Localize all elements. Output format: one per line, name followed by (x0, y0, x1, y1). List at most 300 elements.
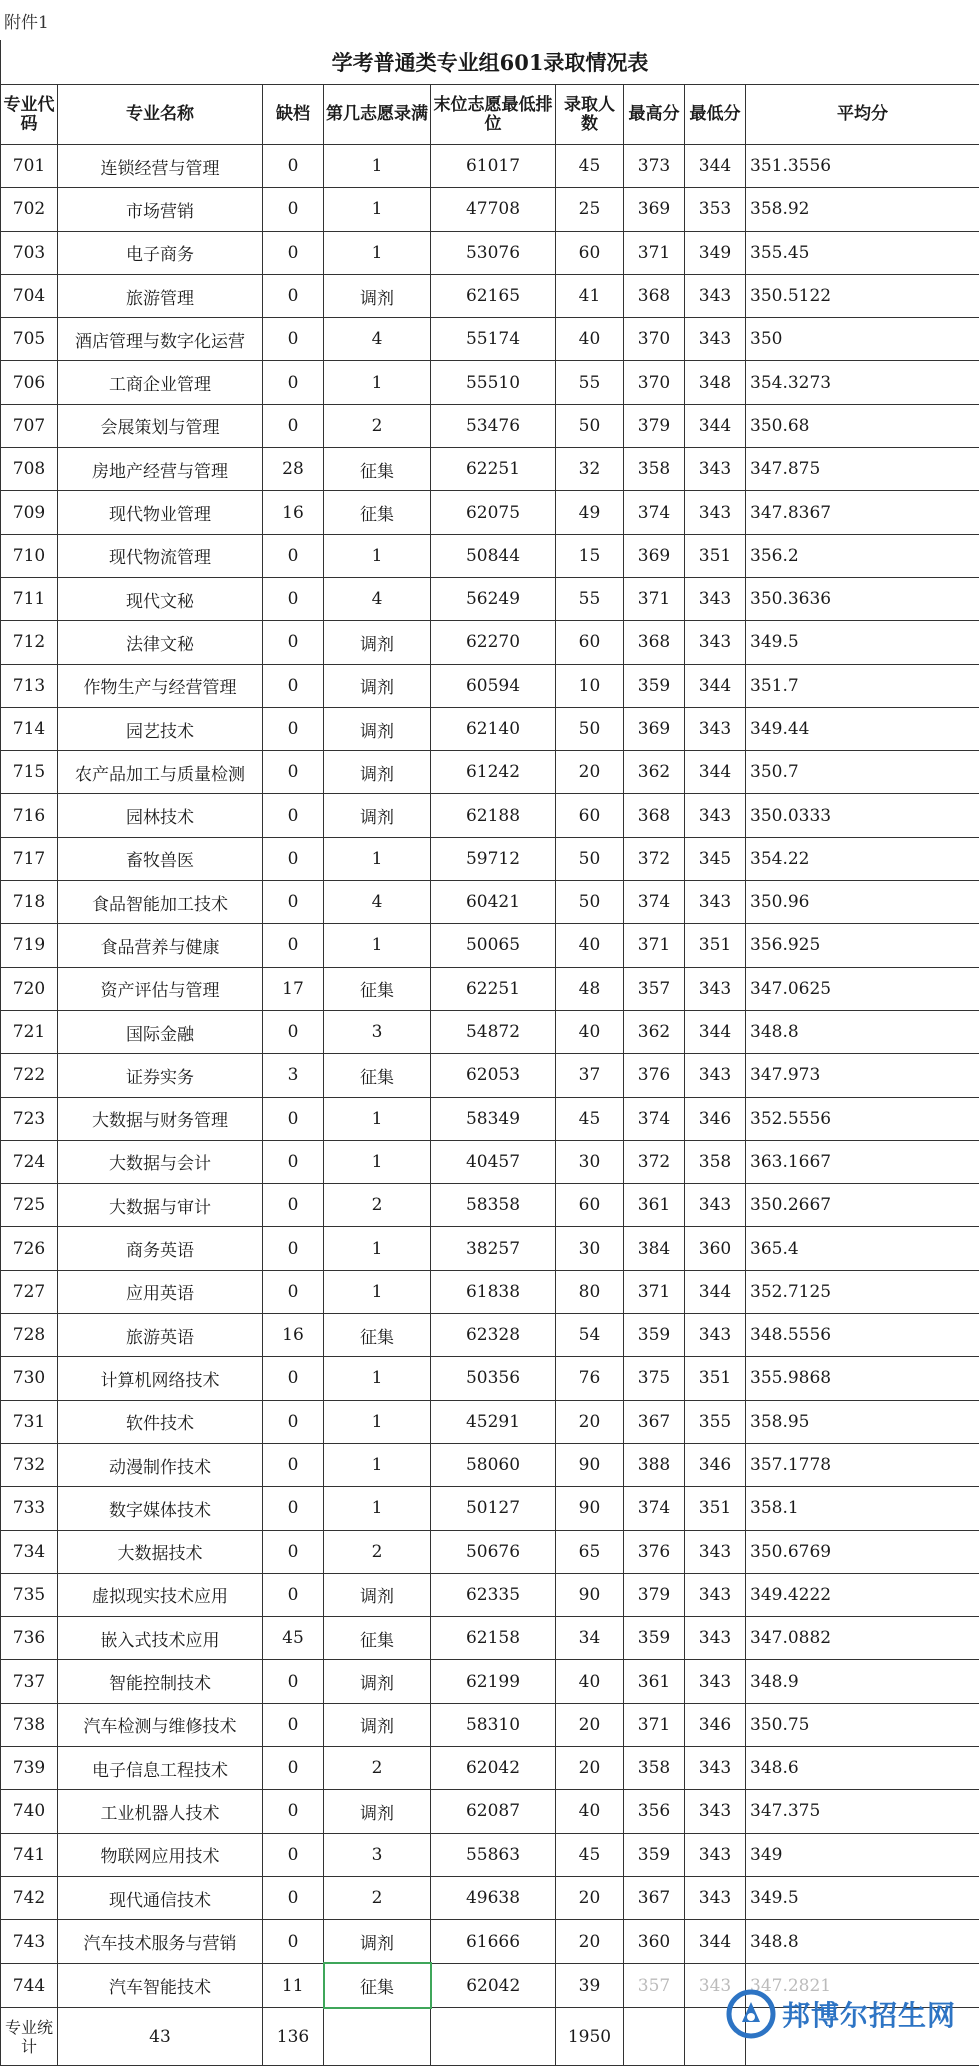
cell-vacancy: 3 (263, 1054, 324, 1097)
cell-avg-score: 347.0882 (746, 1617, 979, 1660)
table-header-row (1, 85, 979, 145)
cell-name: 大数据技术 (58, 1530, 263, 1573)
cell-vacancy: 0 (263, 1660, 324, 1703)
cell-admitted: 20 (556, 1703, 624, 1746)
cell-max-score: 371 (624, 231, 685, 274)
cell-min-score: 343 (685, 1746, 746, 1789)
cell-avg-score: 348.9 (746, 1660, 979, 1703)
header-choice-filled: 第几志愿录满 (324, 85, 431, 145)
cell-choice-filled: 1 (324, 1140, 431, 1183)
cell-lowest-rank: 50844 (431, 534, 556, 577)
table-row (1, 491, 979, 534)
cell-lowest-rank: 60421 (431, 881, 556, 924)
table-row (1, 1140, 979, 1183)
cell-lowest-rank: 61838 (431, 1270, 556, 1313)
table-row (1, 1530, 979, 1573)
cell-lowest-rank: 50676 (431, 1530, 556, 1573)
cell-min-score: 343 (685, 967, 746, 1010)
cell-lowest-rank: 50065 (431, 924, 556, 967)
cell-admitted: 60 (556, 231, 624, 274)
table-row (1, 1314, 979, 1357)
cell-choice-filled: 调剂 (324, 751, 431, 794)
cell-choice-filled: 2 (324, 404, 431, 447)
cell-lowest-rank: 50356 (431, 1357, 556, 1400)
cell-lowest-rank: 62165 (431, 274, 556, 317)
cell-choice-filled: 1 (324, 145, 431, 188)
cell-choice-filled: 征集 (324, 967, 431, 1010)
admission-table (0, 40, 979, 2066)
cell-admitted: 48 (556, 967, 624, 1010)
table-row (1, 1963, 979, 2007)
cell-name: 虚拟现实技术应用 (58, 1573, 263, 1616)
table-row (1, 1443, 979, 1486)
cell-vacancy: 0 (263, 1140, 324, 1183)
cell-max-score: 374 (624, 881, 685, 924)
header-avg-score: 平均分 (746, 85, 979, 145)
cell-max-score: 370 (624, 361, 685, 404)
cell-avg-score: 349.5 (746, 621, 979, 664)
cell-min-score: 343 (685, 1184, 746, 1227)
cell-max-score: 361 (624, 1184, 685, 1227)
cell-min-score: 351 (685, 924, 746, 967)
cell-name: 电子商务 (58, 231, 263, 274)
cell-avg-score: 347.973 (746, 1054, 979, 1097)
cell-lowest-rank: 58349 (431, 1097, 556, 1140)
cell-admitted: 50 (556, 837, 624, 880)
cell-code: 735 (1, 1573, 58, 1616)
cell-code: 704 (1, 274, 58, 317)
cell-avg-score: 349.4222 (746, 1573, 979, 1616)
table-row (1, 1487, 979, 1530)
cell-name: 计算机网络技术 (58, 1357, 263, 1400)
cell-max-score: 359 (624, 1314, 685, 1357)
cell-avg-score: 347.0625 (746, 967, 979, 1010)
cell-lowest-rank: 55510 (431, 361, 556, 404)
cell-max-score: 367 (624, 1876, 685, 1919)
cell-admitted: 20 (556, 1920, 624, 1964)
cell-admitted: 90 (556, 1573, 624, 1616)
cell-choice-filled: 调剂 (324, 1790, 431, 1833)
cell-avg-score: 365.4 (746, 1227, 979, 1270)
cell-vacancy: 0 (263, 534, 324, 577)
cell-name: 农产品加工与质量检测 (58, 751, 263, 794)
cell-avg-score: 350.3636 (746, 577, 979, 620)
table-row (1, 577, 979, 620)
cell-max-score: 359 (624, 1617, 685, 1660)
cell-lowest-rank: 61666 (431, 1920, 556, 1964)
cell-max-score: 357 (624, 967, 685, 1010)
cell-vacancy: 0 (263, 1270, 324, 1313)
cell-min-score: 343 (685, 1833, 746, 1876)
header-code: 专业代码 (1, 85, 58, 145)
cell-admitted: 30 (556, 1140, 624, 1183)
cell-avg-score: 349.44 (746, 707, 979, 750)
cell-min-score: 344 (685, 404, 746, 447)
cell-vacancy: 0 (263, 751, 324, 794)
cell-max-score: 384 (624, 1227, 685, 1270)
cell-name: 大数据与会计 (58, 1140, 263, 1183)
cell-name: 园林技术 (58, 794, 263, 837)
cell-name: 法律文秘 (58, 621, 263, 664)
cell-min-score: 353 (685, 188, 746, 231)
cell-max-score: 374 (624, 1097, 685, 1140)
cell-name: 现代物业管理 (58, 491, 263, 534)
cell-vacancy: 17 (263, 967, 324, 1010)
cell-admitted: 37 (556, 1054, 624, 1097)
cell-vacancy: 0 (263, 1876, 324, 1919)
cell-name: 汽车智能技术 (58, 1963, 263, 2007)
cell-min-score: 344 (685, 1270, 746, 1313)
cell-min-score: 346 (685, 1443, 746, 1486)
table-row (1, 274, 979, 317)
cell-avg-score: 349.5 (746, 1876, 979, 1919)
cell-avg-score: 350.2667 (746, 1184, 979, 1227)
cell-vacancy: 11 (263, 1963, 324, 2007)
cell-lowest-rank: 62042 (431, 1963, 556, 2007)
cell-avg-score: 350.0333 (746, 794, 979, 837)
cell-avg-score: 350.75 (746, 1703, 979, 1746)
cell-vacancy: 0 (263, 707, 324, 750)
cell-code: 730 (1, 1357, 58, 1400)
cell-code: 728 (1, 1314, 58, 1357)
cell-name: 畜牧兽医 (58, 837, 263, 880)
table-row (1, 1833, 979, 1876)
cell-admitted: 20 (556, 751, 624, 794)
cell-max-score: 369 (624, 707, 685, 750)
cell-choice-filled: 调剂 (324, 707, 431, 750)
cell-vacancy: 0 (263, 145, 324, 188)
cell-admitted: 30 (556, 1227, 624, 1270)
cell-name: 食品智能加工技术 (58, 881, 263, 924)
cell-vacancy: 0 (263, 1357, 324, 1400)
cell-admitted: 20 (556, 1400, 624, 1443)
cell-name: 房地产经营与管理 (58, 448, 263, 491)
cell-vacancy: 0 (263, 1443, 324, 1486)
table-row (1, 1357, 979, 1400)
cell-choice-filled: 调剂 (324, 1703, 431, 1746)
cell-admitted: 90 (556, 1443, 624, 1486)
cell-name: 园艺技术 (58, 707, 263, 750)
cell-max-score: 374 (624, 491, 685, 534)
cell-choice-filled: 4 (324, 318, 431, 361)
cell-choice-filled: 调剂 (324, 274, 431, 317)
table-row (1, 1920, 979, 1964)
table-row (1, 188, 979, 231)
table-row (1, 404, 979, 447)
cell-avg-score: 351.7 (746, 664, 979, 707)
cell-vacancy: 0 (263, 1573, 324, 1616)
cell-code: 719 (1, 924, 58, 967)
cell-avg-score: 347.8367 (746, 491, 979, 534)
cell-max-score: 372 (624, 837, 685, 880)
cell-admitted: 25 (556, 188, 624, 231)
cell-vacancy: 0 (263, 1530, 324, 1573)
cell-name: 现代通信技术 (58, 1876, 263, 1919)
cell-max-score: 376 (624, 1054, 685, 1097)
cell-avg-score: 347.2821 (746, 1963, 979, 2007)
cell-admitted: 32 (556, 448, 624, 491)
cell-lowest-rank: 45291 (431, 1400, 556, 1443)
cell-lowest-rank: 49638 (431, 1876, 556, 1919)
cell-avg-score: 355.9868 (746, 1357, 979, 1400)
cell-min-score: 344 (685, 145, 746, 188)
cell-avg-score: 356.2 (746, 534, 979, 577)
table-row (1, 1617, 979, 1660)
cell-max-score: 369 (624, 534, 685, 577)
cell-choice-filled: 调剂 (324, 1920, 431, 1964)
cell-admitted: 34 (556, 1617, 624, 1660)
cell-admitted: 40 (556, 1010, 624, 1053)
table-title: 学考普通类专业组601录取情况表 (1, 40, 979, 85)
cell-min-score: 343 (685, 881, 746, 924)
cell-vacancy: 0 (263, 1097, 324, 1140)
header-name: 专业名称 (58, 85, 263, 145)
cell-max-score: 357 (624, 1963, 685, 2007)
header-vacancy: 缺档 (263, 85, 324, 145)
cell-max-score: 371 (624, 577, 685, 620)
cell-choice-filled: 1 (324, 534, 431, 577)
cell-max-score: 376 (624, 1530, 685, 1573)
cell-choice-filled: 调剂 (324, 1573, 431, 1616)
cell-code: 722 (1, 1054, 58, 1097)
table-row (1, 1660, 979, 1703)
table-row (1, 794, 979, 837)
cell-code: 733 (1, 1487, 58, 1530)
cell-vacancy: 0 (263, 924, 324, 967)
cell-lowest-rank: 62328 (431, 1314, 556, 1357)
cell-vacancy: 0 (263, 577, 324, 620)
cell-choice-filled: 征集 (324, 491, 431, 534)
cell-choice-filled: 征集 (324, 1054, 431, 1097)
cell-vacancy: 28 (263, 448, 324, 491)
cell-min-score: 344 (685, 1920, 746, 1964)
table-row (1, 231, 979, 274)
cell-max-score: 369 (624, 188, 685, 231)
cell-max-score: 375 (624, 1357, 685, 1400)
total-empty-rank (431, 2008, 556, 2066)
cell-name: 软件技术 (58, 1400, 263, 1443)
cell-lowest-rank: 61017 (431, 145, 556, 188)
table-row (1, 881, 979, 924)
cell-choice-filled: 4 (324, 881, 431, 924)
cell-vacancy: 0 (263, 1184, 324, 1227)
cell-admitted: 50 (556, 707, 624, 750)
cell-min-score: 343 (685, 1876, 746, 1919)
cell-admitted: 80 (556, 1270, 624, 1313)
table-row (1, 1790, 979, 1833)
cell-code: 738 (1, 1703, 58, 1746)
cell-max-score: 379 (624, 1573, 685, 1616)
cell-code: 710 (1, 534, 58, 577)
cell-code: 716 (1, 794, 58, 837)
cell-admitted: 15 (556, 534, 624, 577)
total-row (1, 2008, 979, 2066)
cell-max-score: 370 (624, 318, 685, 361)
cell-name: 动漫制作技术 (58, 1443, 263, 1486)
cell-choice-filled: 1 (324, 1227, 431, 1270)
table-row (1, 145, 979, 188)
cell-vacancy: 0 (263, 318, 324, 361)
cell-lowest-rank: 58358 (431, 1184, 556, 1227)
cell-admitted: 40 (556, 1660, 624, 1703)
cell-code: 741 (1, 1833, 58, 1876)
cell-choice-filled: 1 (324, 1443, 431, 1486)
cell-name: 市场营销 (58, 188, 263, 231)
cell-code: 712 (1, 621, 58, 664)
cell-admitted: 60 (556, 621, 624, 664)
cell-min-score: 343 (685, 1530, 746, 1573)
table-row (1, 621, 979, 664)
cell-name: 嵌入式技术应用 (58, 1617, 263, 1660)
cell-name: 工业机器人技术 (58, 1790, 263, 1833)
cell-admitted: 20 (556, 1876, 624, 1919)
cell-max-score: 368 (624, 274, 685, 317)
cell-name: 酒店管理与数字化运营 (58, 318, 263, 361)
cell-min-score: 343 (685, 1790, 746, 1833)
table-row (1, 1703, 979, 1746)
cell-code: 715 (1, 751, 58, 794)
cell-choice-filled: 1 (324, 231, 431, 274)
cell-admitted: 45 (556, 1097, 624, 1140)
cell-lowest-rank: 60594 (431, 664, 556, 707)
cell-code: 711 (1, 577, 58, 620)
cell-choice-filled: 征集 (324, 1314, 431, 1357)
cell-lowest-rank: 62188 (431, 794, 556, 837)
cell-avg-score: 363.1667 (746, 1140, 979, 1183)
cell-lowest-rank: 54872 (431, 1010, 556, 1053)
cell-min-score: 343 (685, 707, 746, 750)
table-row (1, 361, 979, 404)
cell-min-score: 344 (685, 1010, 746, 1053)
cell-name: 现代文秘 (58, 577, 263, 620)
cell-choice-filled: 1 (324, 1487, 431, 1530)
table-row (1, 1054, 979, 1097)
cell-name: 作物生产与经营管理 (58, 664, 263, 707)
cell-max-score: 360 (624, 1920, 685, 1964)
cell-admitted: 10 (556, 664, 624, 707)
cell-lowest-rank: 47708 (431, 188, 556, 231)
cell-admitted: 20 (556, 1746, 624, 1789)
cell-lowest-rank: 62335 (431, 1573, 556, 1616)
cell-avg-score: 347.375 (746, 1790, 979, 1833)
cell-name: 资产评估与管理 (58, 967, 263, 1010)
cell-min-score: 343 (685, 1963, 746, 2007)
cell-admitted: 55 (556, 361, 624, 404)
cell-max-score: 358 (624, 1746, 685, 1789)
watermark-text: 邦博尔招生网 (782, 1994, 956, 2034)
cell-admitted: 40 (556, 924, 624, 967)
cell-choice-filled: 3 (324, 1010, 431, 1053)
cell-min-score: 343 (685, 1573, 746, 1616)
cell-max-score: 367 (624, 1400, 685, 1443)
cell-lowest-rank: 53076 (431, 231, 556, 274)
total-admitted: 1950 (556, 2008, 624, 2066)
cell-choice-filled: 2 (324, 1876, 431, 1919)
cell-code: 744 (1, 1963, 58, 2007)
cell-avg-score: 355.45 (746, 231, 979, 274)
cell-avg-score: 354.22 (746, 837, 979, 880)
cell-name: 汽车检测与维修技术 (58, 1703, 263, 1746)
cell-lowest-rank: 59712 (431, 837, 556, 880)
cell-name: 物联网应用技术 (58, 1833, 263, 1876)
cell-admitted: 60 (556, 794, 624, 837)
cell-lowest-rank: 62251 (431, 967, 556, 1010)
cell-avg-score: 350.96 (746, 881, 979, 924)
cell-max-score: 371 (624, 1703, 685, 1746)
cell-admitted: 39 (556, 1963, 624, 2007)
cell-max-score: 371 (624, 924, 685, 967)
cell-choice-filled: 调剂 (324, 621, 431, 664)
cell-code: 707 (1, 404, 58, 447)
cell-choice-filled: 1 (324, 361, 431, 404)
table-row (1, 1184, 979, 1227)
cell-avg-score: 357.1778 (746, 1443, 979, 1486)
cell-admitted: 45 (556, 1833, 624, 1876)
table-row (1, 1400, 979, 1443)
total-vacancy: 136 (263, 2008, 324, 2066)
cell-choice-filled: 3 (324, 1833, 431, 1876)
cell-code: 725 (1, 1184, 58, 1227)
cell-code: 737 (1, 1660, 58, 1703)
cell-code: 703 (1, 231, 58, 274)
cell-min-score: 355 (685, 1400, 746, 1443)
cell-choice-filled: 征集 (324, 1963, 431, 2007)
total-empty-choice (324, 2008, 431, 2066)
cell-avg-score: 358.92 (746, 188, 979, 231)
cell-choice-filled: 调剂 (324, 1660, 431, 1703)
cell-vacancy: 0 (263, 231, 324, 274)
cell-avg-score: 349 (746, 1833, 979, 1876)
cell-min-score: 343 (685, 577, 746, 620)
cell-min-score: 343 (685, 318, 746, 361)
cell-max-score: 374 (624, 1487, 685, 1530)
cell-code: 708 (1, 448, 58, 491)
cell-vacancy: 0 (263, 837, 324, 880)
cell-min-score: 343 (685, 448, 746, 491)
cell-vacancy: 0 (263, 1833, 324, 1876)
cell-min-score: 351 (685, 1487, 746, 1530)
cell-max-score: 359 (624, 664, 685, 707)
cell-vacancy: 0 (263, 664, 324, 707)
cell-lowest-rank: 61242 (431, 751, 556, 794)
table-row (1, 664, 979, 707)
cell-code: 706 (1, 361, 58, 404)
cell-min-score: 343 (685, 1660, 746, 1703)
cell-admitted: 49 (556, 491, 624, 534)
cell-avg-score: 358.1 (746, 1487, 979, 1530)
cell-name: 旅游管理 (58, 274, 263, 317)
cell-min-score: 345 (685, 837, 746, 880)
cell-max-score: 371 (624, 1270, 685, 1313)
cell-admitted: 55 (556, 577, 624, 620)
cell-code: 717 (1, 837, 58, 880)
cell-admitted: 90 (556, 1487, 624, 1530)
cell-code: 705 (1, 318, 58, 361)
cell-vacancy: 0 (263, 1790, 324, 1833)
table-row (1, 1573, 979, 1616)
cell-vacancy: 0 (263, 881, 324, 924)
cell-min-score: 358 (685, 1140, 746, 1183)
total-empty-min (685, 2008, 746, 2066)
cell-avg-score: 348.8 (746, 1010, 979, 1053)
cell-avg-score: 358.95 (746, 1400, 979, 1443)
cell-max-score: 361 (624, 1660, 685, 1703)
table-row (1, 318, 979, 361)
cell-name: 大数据与财务管理 (58, 1097, 263, 1140)
cell-choice-filled: 征集 (324, 1617, 431, 1660)
cell-name: 旅游英语 (58, 1314, 263, 1357)
cell-admitted: 60 (556, 1184, 624, 1227)
